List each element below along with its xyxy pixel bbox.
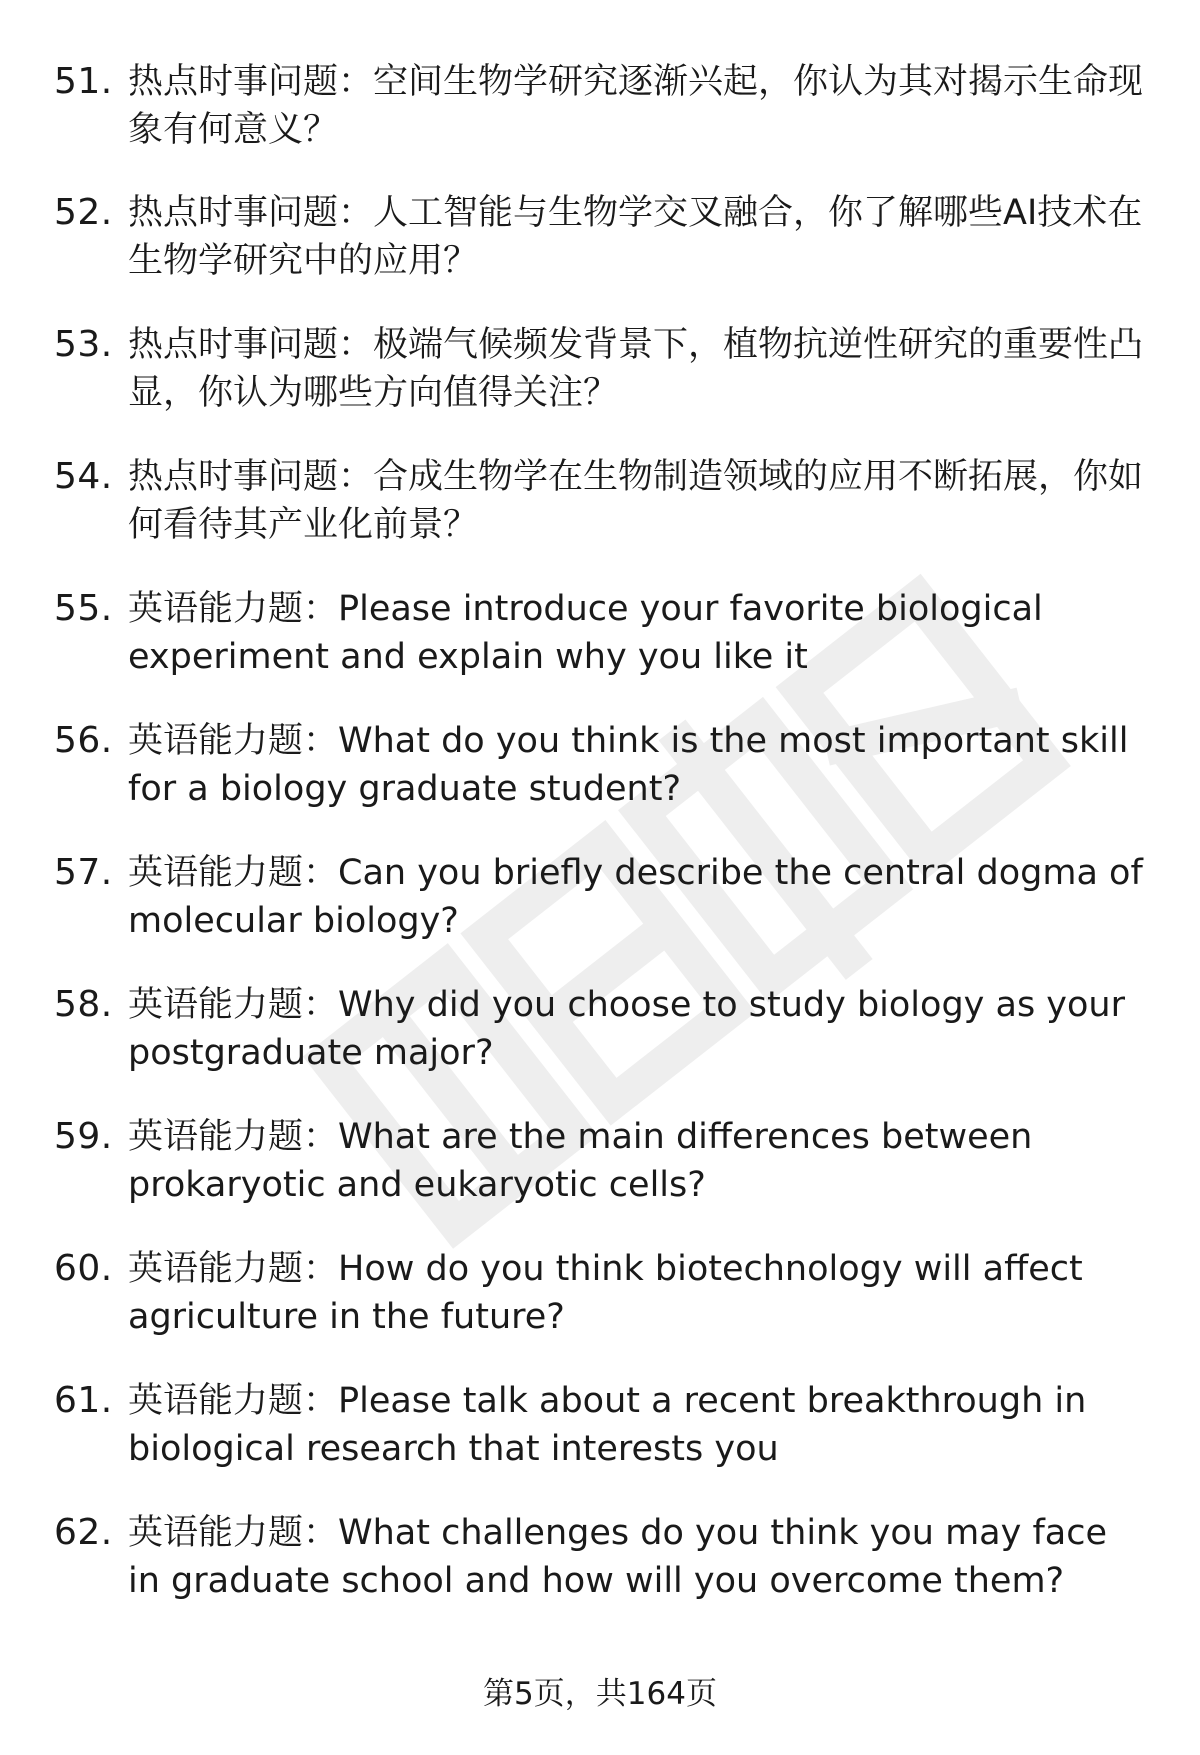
question-number: 62. — [54, 1512, 113, 1553]
question-item — [0, 1245, 1200, 1365]
question-item — [0, 321, 1200, 441]
question-item — [0, 1113, 1200, 1233]
question-text: 英语能力题：Can you briefly describe the central dogma of molecular biology? — [128, 853, 1143, 941]
question-text: 热点时事问题：人工智能与生物学交叉融合，你了解哪些AI技术在生物学研究中的应用？ — [128, 193, 1143, 281]
question-text: 英语能力题：Please introduce your favorite biological experiment and explain why you like it — [128, 589, 1043, 677]
question-text: 热点时事问题：空间生物学研究逐渐兴起，你认为其对揭示生命现象有何意义？ — [128, 62, 1144, 150]
question-item — [0, 1509, 1200, 1629]
page-number-label: 第5页，共164页 — [483, 1676, 717, 1712]
question-item — [0, 717, 1200, 837]
question-number: 60. — [54, 1248, 113, 1289]
question-item — [0, 981, 1200, 1101]
question-number: 51. — [54, 61, 113, 102]
question-text: 英语能力题：What are the main differences between prokaryotic and eukaryotic cells? — [128, 1117, 1033, 1205]
question-item — [0, 1377, 1200, 1497]
question-number: 54. — [54, 456, 113, 497]
question-text: 英语能力题：What do you think is the most important skill for a biology graduate student? — [128, 721, 1129, 809]
question-item — [0, 453, 1200, 573]
question-text: 热点时事问题：合成生物学在生物制造领域的应用不断拓展，你如何看待其产业化前景？ — [128, 457, 1144, 545]
question-number: 57. — [54, 852, 113, 893]
question-number: 53. — [54, 324, 113, 365]
question-text: 英语能力题：What challenges do you think you may face in graduate school and how will you overcome them? — [128, 1513, 1107, 1601]
question-item — [0, 849, 1200, 969]
page-footer — [0, 1674, 1200, 1714]
question-text: 热点时事问题：极端气候频发背景下，植物抗逆性研究的重要性凸显，你认为哪些方向值得关注？ — [128, 325, 1144, 413]
question-item — [0, 189, 1200, 309]
question-item — [0, 58, 1200, 178]
question-number: 59. — [54, 1116, 113, 1157]
question-number: 55. — [54, 588, 113, 629]
question-number: 56. — [54, 720, 113, 761]
question-number: 52. — [54, 192, 113, 233]
question-text: 英语能力题：How do you think biotechnology will affect agriculture in the future? — [128, 1249, 1083, 1337]
question-item — [0, 585, 1200, 705]
question-number: 61. — [54, 1380, 113, 1421]
question-text: 英语能力题：Please talk about a recent breakthrough in biological research that interests you — [128, 1381, 1087, 1469]
question-number: 58. — [54, 984, 113, 1025]
question-text: 英语能力题：Why did you choose to study biology as your postgraduate major? — [128, 985, 1126, 1073]
